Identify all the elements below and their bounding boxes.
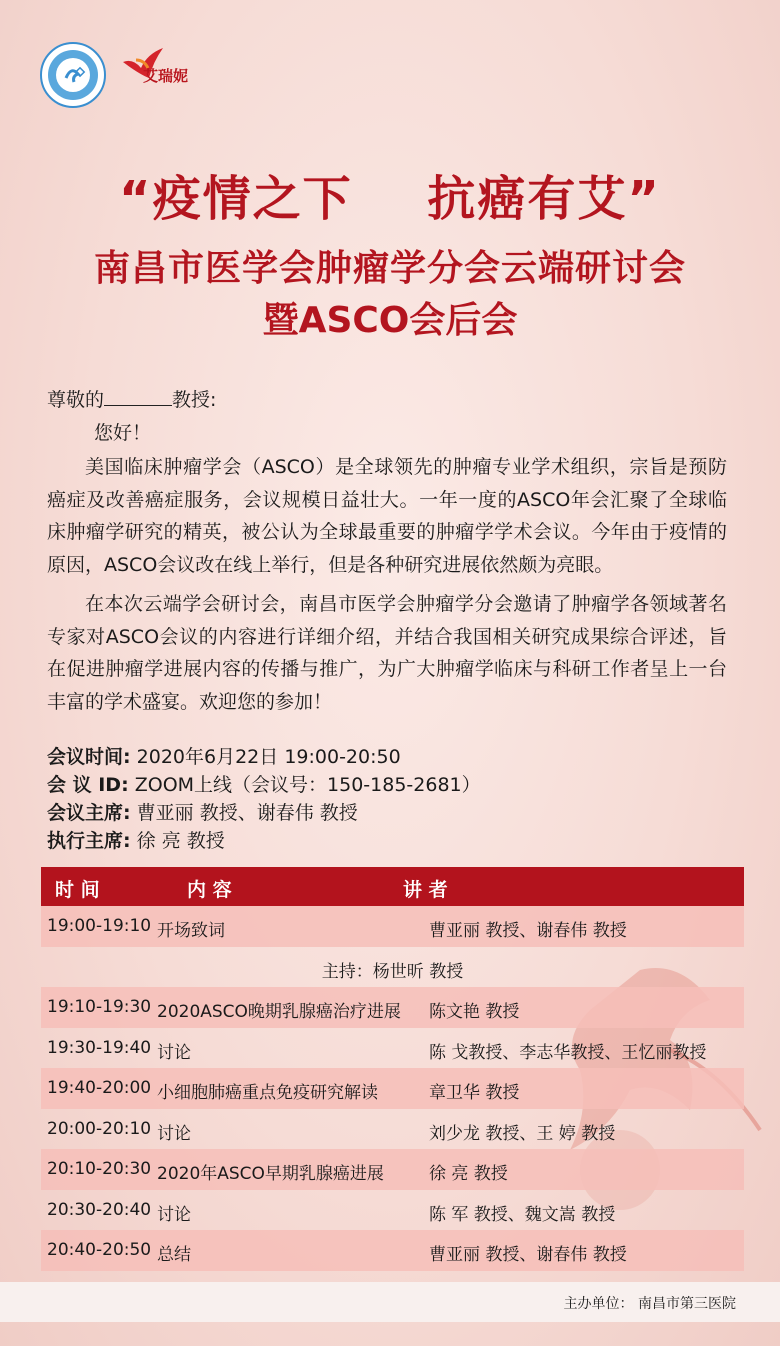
table-row-host [41, 947, 744, 988]
table-row [41, 906, 744, 947]
table-row [41, 987, 744, 1028]
cell-content: 讨论 [157, 1123, 191, 1144]
header-time: 时 间 [55, 879, 100, 901]
footer-bar [0, 1282, 780, 1322]
paragraph-1: 美国临床肿瘤学会（ASCO）是全球领先的肿瘤专业学术组织，宗旨是预防癌症及改善癌症服务，会议规模日益壮大。一年一度的ASCO年会汇聚了全球临床肿瘤学研究的精英，被公认为全球最重要的肿瘤学学术会议。今年由于疫情的原因，ASCO会议改在线上举行，但是各种研究进展依然颇为亮眼。 [47, 456, 727, 576]
main-title: “疫情之下 抗癌有艾” [119, 171, 661, 227]
cell-speaker: 徐 亮 教授 [429, 1164, 508, 1184]
cell-time: 20:30-20:40 [47, 1199, 152, 1220]
cell-content: 开场致词 [157, 921, 225, 941]
info-label: 会 议 ID: [47, 774, 129, 796]
table-row [41, 1028, 744, 1069]
cell-speaker: 刘少龙 教授、王 婷 教授 [429, 1123, 616, 1144]
cell-time: 20:10-20:30 [47, 1159, 152, 1179]
table-row [41, 1109, 744, 1150]
organizer-text: 主办单位： 南昌市第三医院 [563, 1296, 736, 1312]
cell-speaker: 章卫华 教授 [429, 1083, 520, 1103]
cell-time: 19:00-19:10 [47, 916, 152, 936]
table-row [41, 1190, 744, 1231]
info-value: 2020年6月22日 19:00-20:50 [136, 746, 401, 768]
cell-speaker: 陈 军 教授、魏文嵩 教授 [429, 1204, 616, 1225]
cell-time: 19:40-20:00 [47, 1078, 152, 1098]
letter-body [47, 451, 727, 718]
cell-time: 20:00-20:10 [47, 1118, 152, 1139]
salutation-suffix: 教授: [172, 389, 217, 411]
cell-time: 20:40-20:50 [47, 1240, 152, 1260]
info-exec-chair [47, 826, 225, 853]
info-label: 执行主席: [47, 830, 131, 852]
header-speaker: 讲 者 [403, 879, 448, 901]
cell-speaker: 曹亚丽 教授、谢春伟 教授 [429, 1245, 627, 1265]
subtitle-line2: 暨ASCO会后会 [262, 300, 518, 341]
cell-host: 主持：杨世昕 教授 [321, 961, 464, 982]
subtitle-line1: 南昌市医学会肿瘤学分会云端研讨会 [93, 248, 686, 289]
brand-logo-text: 艾瑞妮 [143, 67, 189, 85]
hospital-seal-icon [40, 42, 106, 108]
table-header [41, 867, 744, 906]
cell-time: 19:10-19:30 [47, 997, 152, 1017]
info-value: 曹亚丽 教授、谢春伟 教授 [136, 802, 358, 824]
cell-speaker: 陈文艳 教授 [429, 1002, 520, 1022]
cell-content: 小细胞肺癌重点免疫研究解读 [157, 1083, 378, 1103]
cell-content: 讨论 [157, 1042, 191, 1063]
cell-time: 19:30-19:40 [47, 1037, 152, 1058]
greeting: 您好！ [94, 422, 152, 444]
salutation-prefix: 尊敬的 [47, 389, 105, 411]
info-id [47, 770, 481, 797]
table-row [41, 1230, 744, 1271]
salutation [47, 385, 216, 412]
cell-content: 2020ASCO晚期乳腺癌治疗进展 [157, 1002, 401, 1022]
cell-speaker: 曹亚丽 教授、谢春伟 教授 [429, 921, 627, 941]
table-row [41, 1149, 744, 1190]
paragraph-2: 在本次云端学会研讨会，南昌市医学会肿瘤学分会邀请了肿瘤学各领域著名专家对ASCO会议的内容进行详细介绍，并结合我国相关研究成果综合评述，旨在促进肿瘤学进展内容的传播与推广，为广大肿瘤学临床与科研工作者呈上一台丰富的学术盛宴。欢迎您的参加！ [47, 593, 727, 713]
cell-content: 总结 [157, 1245, 191, 1265]
info-label: 会议主席: [47, 802, 131, 824]
cell-speaker: 陈 戈教授、李志华教授、王忆丽教授 [429, 1042, 707, 1063]
table-row [41, 1068, 744, 1109]
name-blank [104, 387, 172, 406]
schedule-table [41, 867, 744, 1271]
info-time [47, 742, 401, 769]
info-value: 徐 亮 教授 [136, 830, 225, 852]
info-chair [47, 798, 358, 825]
cell-content: 讨论 [157, 1204, 191, 1225]
info-label: 会议时间: [47, 746, 131, 768]
header-content: 内 容 [187, 879, 232, 901]
cell-content: 2020年ASCO早期乳腺癌进展 [157, 1164, 384, 1184]
info-value: ZOOM上线（会议号：150-185-2681） [134, 774, 481, 796]
